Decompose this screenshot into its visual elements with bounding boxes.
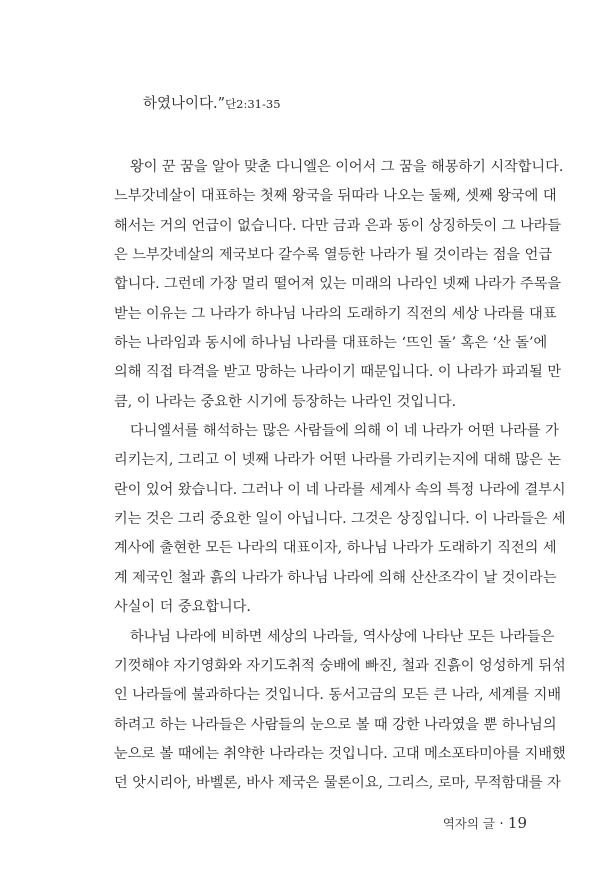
paragraph-3-line: 하려고 하는 나라들은 사람들의 눈으로 볼 때 강한 나라였을 뿐 하나님의 [114,716,557,733]
paragraph-1-line: 합니다. 그런데 가장 멀리 떨어져 있는 미래의 나라인 넷째 나라가 주목을 [114,276,562,293]
quote-ending-text: 하였나이다.” [143,96,226,112]
paragraph-2-line: 리키는지, 그리고 이 넷째 나라가 어떤 나라를 가리키는지에 대해 많은 논 [114,452,562,469]
body-text [114,153,566,799]
paragraph-2-line: 란이 있어 왔습니다. 그러나 이 네 나라를 세계사 속의 특정 나라에 결부시 [114,481,566,498]
paragraph-2-line: 사실이 더 중요합니다. [114,599,251,616]
paragraph-3-line: 던 앗시리아, 바벨론, 바사 제국은 물론이요, 그리스, 로마, 무적함대를 자 [114,775,561,792]
paragraph-2-line: 다니엘서를 해석하는 많은 사람들에 의해 이 네 나라가 어떤 나라를 가 [130,423,559,440]
paragraph-1-line: 하는 나라임과 동시에 하나님 나라를 대표하는 ‘뜨인 돌’ 혹은 ‘산 돌’에 [114,335,548,352]
paragraph-2-line: 계 제국인 철과 흙의 나라가 하나님 나라에 의해 산산조각이 날 것이라는 [114,569,557,586]
paragraph-3-line: 하나님 나라에 비하면 세상의 나라들, 역사상에 나타난 모든 나라들은 [130,628,555,645]
paragraph-1-line: 받는 이유는 그 나라가 하나님 나라의 도래하기 직전의 세상 나라를 대표 [114,305,557,322]
paragraph-1-line: 은 느부갓네살의 제국보다 갈수록 열등한 나라가 될 것이라는 점을 언급 [114,247,553,264]
footer-separator: · [499,816,504,832]
paragraph-3-line: 기껏해야 자기영화와 자기도취적 숭배에 빠진, 철과 진흙이 엉성하게 뒤섞 [114,657,566,674]
scripture-reference: 단2:31-35 [225,97,281,111]
paragraph-3-line: 눈으로 볼 때에는 취약한 나라라는 것입니다. 고대 메소포타미아를 지배했 [114,745,566,762]
paragraph-1-line: 왕이 꾼 꿈을 알아 맞춘 다니엘은 이어서 그 꿈을 해몽하기 시작합니다. [130,159,564,175]
page-number: 19 [507,814,527,832]
paragraph-2-line: 계사에 출현한 모든 나라의 대표이자, 하나님 나라가 도래하기 직전의 세 [114,540,557,557]
paragraph-1-line: 의해 직접 타격을 받고 망하는 나라이기 때문입니다. 이 나라가 파괴될 만 [114,364,562,381]
paragraph-1-line: 해서는 거의 언급이 없습니다. 다만 금과 은과 동이 상징하듯이 그 나라들 [114,217,562,234]
page-footer [443,813,527,834]
paragraph-3-line: 인 나라들에 불과하다는 것입니다. 동서고금의 모든 큰 나라, 세계를 지배 [114,687,562,704]
section-label: 역자의 글 [442,816,496,831]
quote-ending [143,94,281,114]
paragraph-1-line: 큼, 이 나라는 중요한 시기에 등장하는 나라인 것입니다. [114,393,457,410]
paragraph-1-line: 느부갓네살이 대표하는 첫째 왕국을 뒤따라 나오는 둘째, 셋째 왕국에 대 [114,188,557,205]
paragraph-2-line: 키는 것은 그리 중요한 일이 아닙니다. 그것은 상징입니다. 이 나라들은 세 [114,511,566,528]
